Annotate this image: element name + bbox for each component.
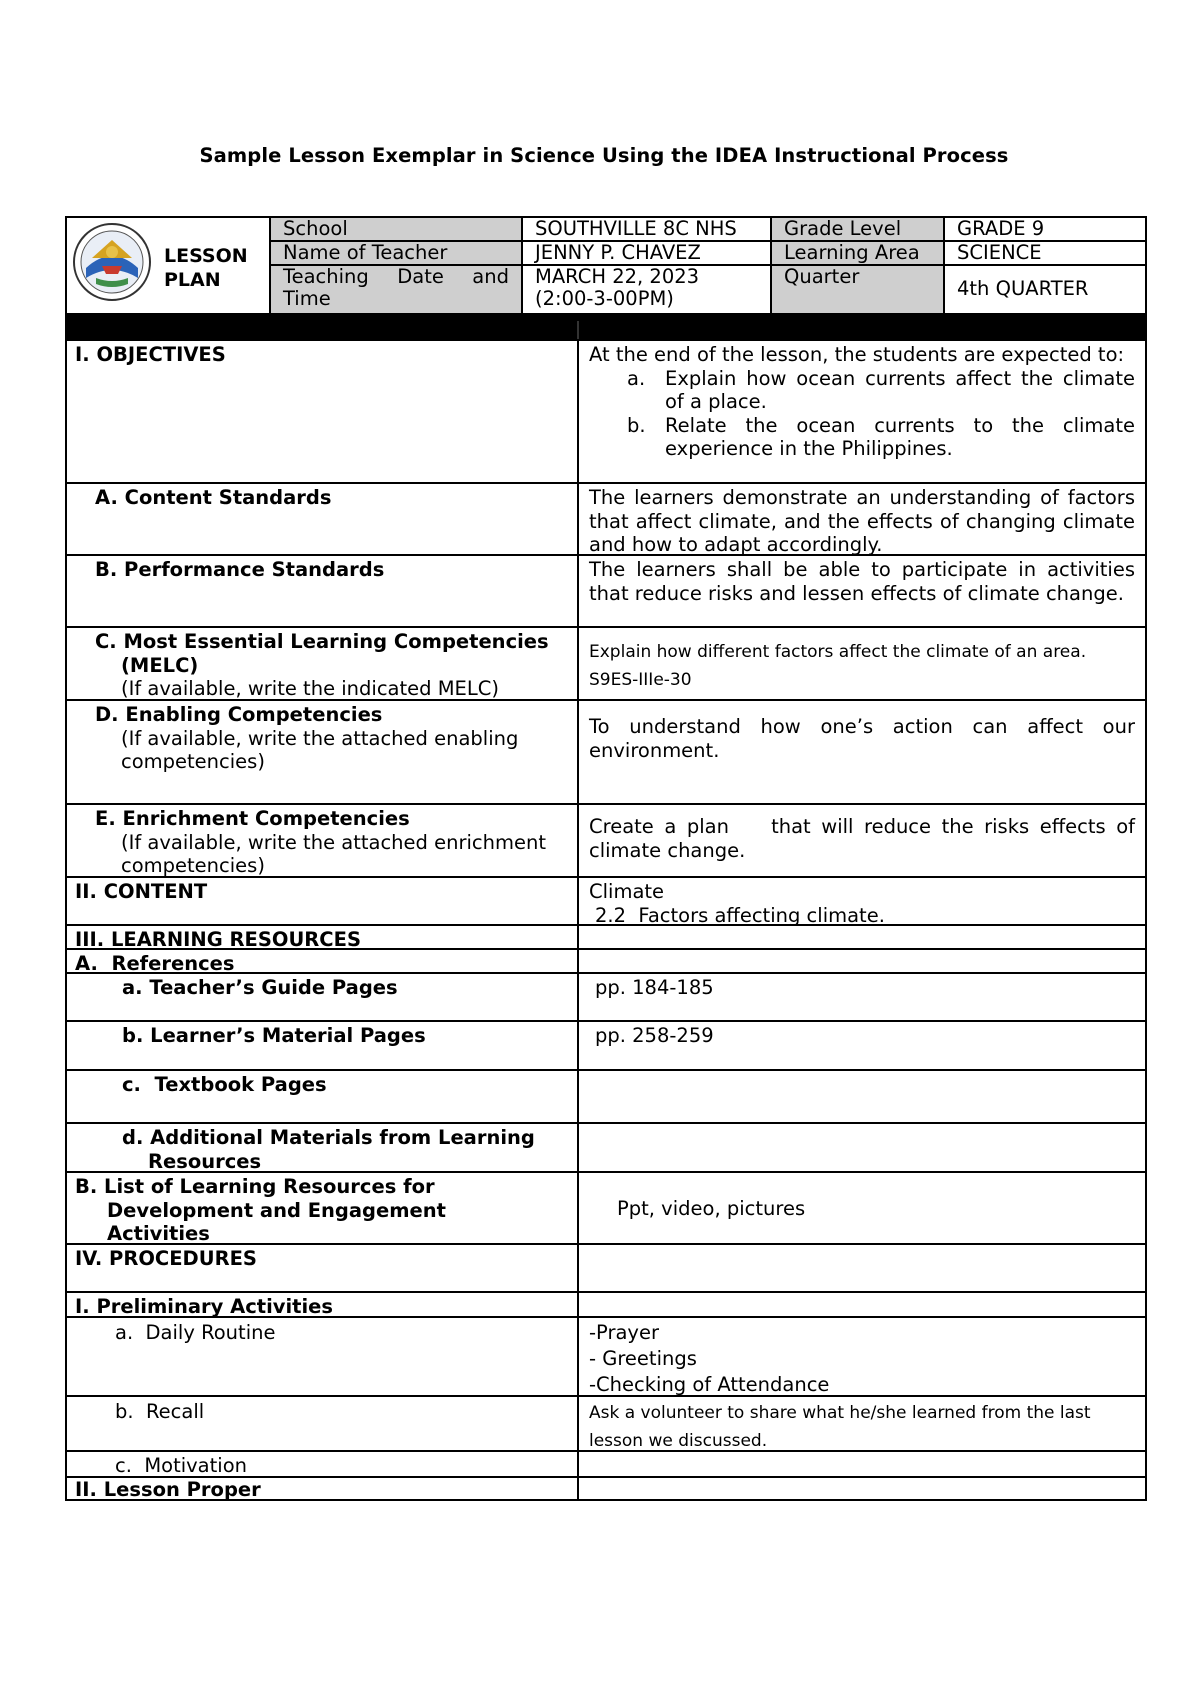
enabling-label xyxy=(67,701,579,803)
enabling-value: To understand how one’s action can affect our environment. xyxy=(589,715,1135,762)
document-title: Sample Lesson Exemplar in Science Using the IDEA Instructional Process xyxy=(199,144,1009,167)
enrichment-label xyxy=(67,805,579,876)
enrichment-value: Create a plan that will reduce the risks effects of climate change. xyxy=(589,815,1142,862)
melc-competency: Explain how different factors affect the climate of an area. xyxy=(589,642,1087,662)
content-value-line1: Climate xyxy=(589,880,665,903)
objective-marker: a. xyxy=(627,366,646,390)
quarter-value: 4th QUARTER xyxy=(945,266,1145,313)
content-label: II. CONTENT xyxy=(67,878,579,924)
lesson-table xyxy=(65,339,1147,1501)
motivation-label: c. Motivation xyxy=(67,1452,579,1476)
objectives-intro: At the end of the lesson, the students are expected to: xyxy=(589,343,1125,366)
enrichment-row xyxy=(67,803,1145,876)
melc-label xyxy=(67,628,579,699)
additional-materials-label: d. Additional Materials from Learning Resources xyxy=(122,1126,535,1173)
date-label-word-1: Teaching xyxy=(283,266,369,288)
objective-item xyxy=(589,414,1135,461)
content-value xyxy=(579,878,1145,927)
learning-area-label: Learning Area xyxy=(772,242,945,266)
teachers-guide-value: pp. 184-185 xyxy=(595,976,714,999)
daily-routine-row xyxy=(67,1316,1145,1395)
objectives-value xyxy=(579,341,1145,482)
deped-seal-icon xyxy=(72,222,152,302)
lesson-plan-line1: LESSON xyxy=(164,245,248,267)
learners-material-value: pp. 258-259 xyxy=(595,1024,714,1047)
logo-cell xyxy=(67,218,271,313)
enabling-title: D. Enabling Competencies xyxy=(95,703,383,726)
school-label: School xyxy=(271,218,523,242)
school-value: SOUTHVILLE 8C NHS xyxy=(523,218,772,242)
motivation-row xyxy=(67,1450,1145,1476)
date-label-line2: Time xyxy=(283,287,331,310)
teacher-value: JENNY P. CHAVEZ xyxy=(523,242,772,266)
daily-routine-label: a. Daily Routine xyxy=(67,1318,579,1395)
content-standards-row xyxy=(67,482,1145,554)
learning-resources-row xyxy=(67,924,1145,951)
preliminary-activities-label: I. Preliminary Activities xyxy=(67,1293,579,1316)
daily-routine-value xyxy=(579,1318,1145,1395)
learners-material-row xyxy=(67,1020,1145,1069)
melc-title: C. Most Essential Learning Competencies xyxy=(95,630,549,653)
learners-material-label: b. Learner’s Material Pages xyxy=(67,1022,579,1069)
melc-value xyxy=(579,628,1145,699)
enabling-note: (If available, write the attached enabling competencies) xyxy=(121,726,519,773)
melc-code: S9ES-IIIe-30 xyxy=(589,670,692,690)
content-value-line2: 2.2 Factors affecting climate. xyxy=(595,903,885,927)
enrichment-title: E. Enrichment Competencies xyxy=(95,807,410,830)
enrichment-note: (If available, write the attached enrichment competencies) xyxy=(121,830,546,877)
content-standards-value: The learners demonstrate an understanding of factors that affect climate, and the effects of changing climate and how to adapt accordingly. xyxy=(589,486,1135,556)
resources-list-label: B. List of Learning Resources for Development and Engagement Activities xyxy=(75,1175,446,1245)
resources-list-value: Ppt, video, pictures xyxy=(617,1197,806,1220)
header-table xyxy=(65,216,1147,315)
teacher-label: Name of Teacher xyxy=(271,242,523,266)
recall-row xyxy=(67,1395,1145,1450)
routine-item: - Greetings xyxy=(589,1347,697,1370)
date-value-line1: MARCH 22, 2023 xyxy=(535,266,700,288)
date-value-line2: (2:00-3-00PM) xyxy=(535,287,674,310)
references-label: A. References xyxy=(67,950,579,972)
performance-standards-label: B. Performance Standards xyxy=(67,556,579,626)
procedures-label: IV. PROCEDURES xyxy=(67,1245,579,1291)
content-standards-label: A. Content Standards xyxy=(67,484,579,554)
objective-item xyxy=(589,367,1135,414)
textbook-row xyxy=(67,1069,1145,1122)
melc-abbr: (MELC) xyxy=(121,653,199,677)
lesson-plan-line2: PLAN xyxy=(164,269,221,291)
melc-note: (If available, write the indicated MELC) xyxy=(121,677,499,700)
objectives-label: I. OBJECTIVES xyxy=(67,341,579,482)
date-label-word-2: Date xyxy=(397,266,444,288)
performance-standards-row xyxy=(67,554,1145,626)
melc-row xyxy=(67,626,1145,699)
teachers-guide-row xyxy=(67,972,1145,1020)
learning-resources-label: III. LEARNING RESOURCES xyxy=(67,926,579,948)
objective-text: Explain how ocean currents affect the climate of a place. xyxy=(665,366,1135,413)
header-band xyxy=(65,315,1147,340)
textbook-value xyxy=(579,1071,1145,1122)
objective-text: Relate the ocean currents to the climate experience in the Philippines. xyxy=(665,413,1135,460)
teaching-date-label xyxy=(271,266,523,313)
learning-area-value: SCIENCE xyxy=(945,242,1145,266)
lesson-proper-label: II. Lesson Proper xyxy=(67,1478,579,1499)
references-row xyxy=(67,948,1145,975)
textbook-label: c. Textbook Pages xyxy=(67,1071,579,1122)
lesson-proper-row xyxy=(67,1476,1145,1499)
quarter-label: Quarter xyxy=(772,266,945,313)
routine-item: -Checking of Attendance xyxy=(589,1373,830,1396)
date-label-word-3: and xyxy=(472,266,509,288)
performance-standards-value: The learners shall be able to participate in activities that reduce risks and lessen effects of climate change. xyxy=(589,558,1135,605)
additional-materials-row xyxy=(67,1122,1145,1171)
content-row xyxy=(67,876,1145,927)
teachers-guide-label: a. Teacher’s Guide Pages xyxy=(67,974,579,1020)
preliminary-activities-row xyxy=(67,1291,1145,1316)
grade-level-value: GRADE 9 xyxy=(945,218,1145,242)
objectives-row xyxy=(67,339,1145,482)
teaching-date-value xyxy=(523,266,772,313)
objective-marker: b. xyxy=(627,413,646,437)
procedures-row xyxy=(67,1243,1145,1291)
grade-level-label: Grade Level xyxy=(772,218,945,242)
recall-label: b. Recall xyxy=(67,1397,579,1450)
recall-value: Ask a volunteer to share what he/she learned from the last lesson we discussed. xyxy=(589,1403,1091,1451)
enabling-row xyxy=(67,699,1145,803)
resources-list-row xyxy=(67,1171,1145,1243)
routine-item: -Prayer xyxy=(589,1321,659,1344)
